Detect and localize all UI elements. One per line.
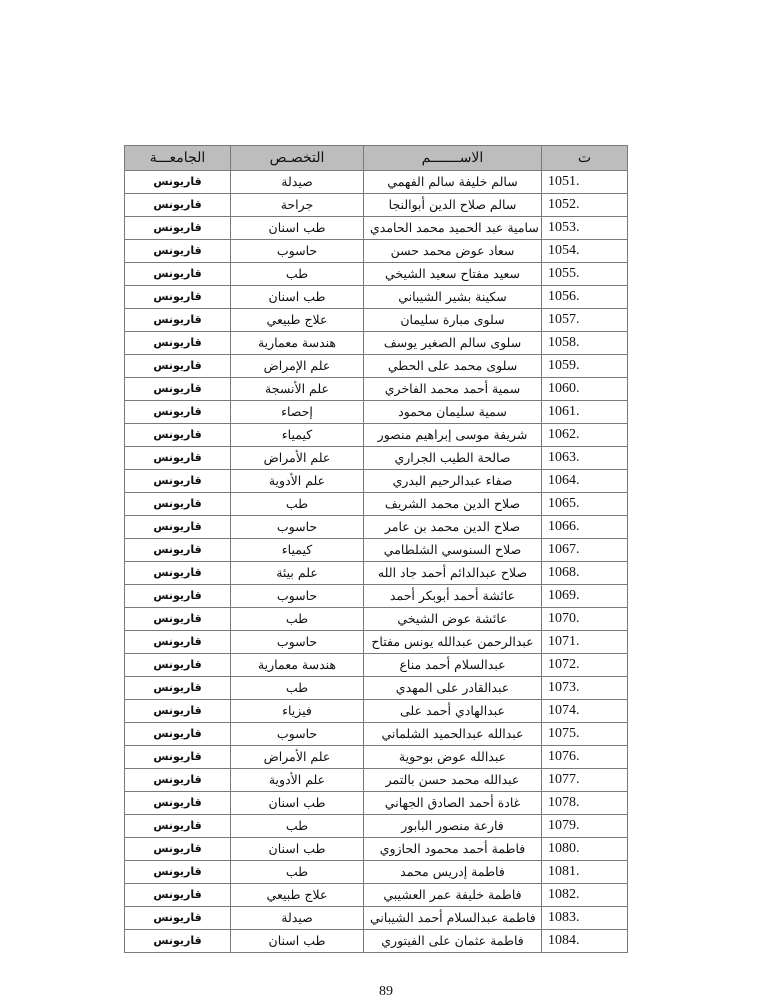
- name-cell: عبدالسلام أحمد مناع: [364, 654, 542, 677]
- number-cell: 1054.: [542, 240, 628, 263]
- university-cell: قاريونس: [125, 424, 231, 447]
- number-cell: 1082.: [542, 884, 628, 907]
- table-row: [125, 562, 628, 585]
- header-name: الاســـــــم: [364, 146, 542, 171]
- specialty-cell: علاج طبيعي: [231, 309, 364, 332]
- name-cell: عبدالله عبدالحميد الشلماني: [364, 723, 542, 746]
- table-row: [125, 631, 628, 654]
- number-cell: 1073.: [542, 677, 628, 700]
- specialty-cell: حاسوب: [231, 631, 364, 654]
- page-number: 89: [379, 984, 393, 999]
- table-header-row: [125, 146, 628, 171]
- number-cell: 1069.: [542, 585, 628, 608]
- university-cell: قاريونس: [125, 930, 231, 953]
- university-cell: قاريونس: [125, 884, 231, 907]
- university-cell: قاريونس: [125, 792, 231, 815]
- name-cell: عبدالله محمد حسن بالتمر: [364, 769, 542, 792]
- number-cell: 1056.: [542, 286, 628, 309]
- university-cell: قاريونس: [125, 815, 231, 838]
- table-row: [125, 723, 628, 746]
- name-cell: صفاء عبدالرحيم البدري: [364, 470, 542, 493]
- specialty-cell: حاسوب: [231, 585, 364, 608]
- number-cell: 1076.: [542, 746, 628, 769]
- university-cell: قاريونس: [125, 861, 231, 884]
- table-row: [125, 286, 628, 309]
- name-cell: سالم خليفة سالم الفهمي: [364, 171, 542, 194]
- name-cell: سالم صلاح الدين أبوالنجا: [364, 194, 542, 217]
- number-cell: 1052.: [542, 194, 628, 217]
- table-row: [125, 838, 628, 861]
- university-cell: قاريونس: [125, 631, 231, 654]
- name-cell: عبدالله عوض بوحوية: [364, 746, 542, 769]
- table-row: [125, 447, 628, 470]
- university-cell: قاريونس: [125, 677, 231, 700]
- university-cell: قاريونس: [125, 539, 231, 562]
- university-cell: قاريونس: [125, 907, 231, 930]
- table-row: [125, 792, 628, 815]
- number-cell: 1084.: [542, 930, 628, 953]
- specialty-cell: طب اسنان: [231, 838, 364, 861]
- name-cell: عبدالهادي أحمد على: [364, 700, 542, 723]
- number-cell: 1078.: [542, 792, 628, 815]
- specialty-cell: كيمياء: [231, 539, 364, 562]
- table-row: [125, 677, 628, 700]
- specialty-cell: فيزياء: [231, 700, 364, 723]
- table-row: [125, 401, 628, 424]
- name-cell: عبدالرحمن عبدالله يونس مفتاح: [364, 631, 542, 654]
- specialty-cell: طب اسنان: [231, 217, 364, 240]
- table-row: [125, 861, 628, 884]
- name-cell: عائشة أحمد أبوبكر أحمد: [364, 585, 542, 608]
- table-row: [125, 332, 628, 355]
- name-cell: سعاد عوض محمد حسن: [364, 240, 542, 263]
- number-cell: 1072.: [542, 654, 628, 677]
- specialty-cell: حاسوب: [231, 240, 364, 263]
- table-row: [125, 585, 628, 608]
- specialty-cell: حاسوب: [231, 516, 364, 539]
- name-cell: صلاح الدين محمد الشريف: [364, 493, 542, 516]
- university-cell: قاريونس: [125, 608, 231, 631]
- number-cell: 1067.: [542, 539, 628, 562]
- number-cell: 1070.: [542, 608, 628, 631]
- number-cell: 1075.: [542, 723, 628, 746]
- specialty-cell: طب: [231, 861, 364, 884]
- table-body: [125, 171, 628, 953]
- name-cell: فاطمة خليفة عمر العشيبي: [364, 884, 542, 907]
- name-cell: عائشة عوض الشيخي: [364, 608, 542, 631]
- number-cell: 1077.: [542, 769, 628, 792]
- number-cell: 1083.: [542, 907, 628, 930]
- table-row: [125, 240, 628, 263]
- table-row: [125, 930, 628, 953]
- university-cell: قاريونس: [125, 332, 231, 355]
- number-cell: 1079.: [542, 815, 628, 838]
- specialty-cell: طب: [231, 608, 364, 631]
- specialty-cell: علم بيئة: [231, 562, 364, 585]
- university-cell: قاريونس: [125, 746, 231, 769]
- name-cell: سلوى محمد على الحطي: [364, 355, 542, 378]
- specialty-cell: طب: [231, 815, 364, 838]
- name-cell: سعيد مفتاح سعيد الشيخي: [364, 263, 542, 286]
- number-cell: 1059.: [542, 355, 628, 378]
- name-cell: سلوى سالم الصغير يوسف: [364, 332, 542, 355]
- specialty-cell: طب: [231, 263, 364, 286]
- name-cell: عبدالقادر على المهدي: [364, 677, 542, 700]
- table-row: [125, 355, 628, 378]
- name-cell: فاطمة إدريس محمد: [364, 861, 542, 884]
- university-cell: قاريونس: [125, 194, 231, 217]
- table-row: [125, 470, 628, 493]
- university-cell: قاريونس: [125, 493, 231, 516]
- table-row: [125, 907, 628, 930]
- table-row: [125, 194, 628, 217]
- header-number: ت: [542, 146, 628, 171]
- number-cell: 1081.: [542, 861, 628, 884]
- university-cell: قاريونس: [125, 516, 231, 539]
- specialty-cell: طب: [231, 493, 364, 516]
- number-cell: 1057.: [542, 309, 628, 332]
- students-table: [124, 145, 628, 953]
- university-cell: قاريونس: [125, 838, 231, 861]
- university-cell: قاريونس: [125, 286, 231, 309]
- header-specialty: التخصـص: [231, 146, 364, 171]
- table-row: [125, 539, 628, 562]
- university-cell: قاريونس: [125, 585, 231, 608]
- university-cell: قاريونس: [125, 723, 231, 746]
- name-cell: سمية أحمد محمد الفاخري: [364, 378, 542, 401]
- number-cell: 1064.: [542, 470, 628, 493]
- name-cell: سلوى مبارة سليمان: [364, 309, 542, 332]
- table-row: [125, 608, 628, 631]
- specialty-cell: علم الأمراض: [231, 447, 364, 470]
- table-row: [125, 700, 628, 723]
- table-row: [125, 493, 628, 516]
- university-cell: قاريونس: [125, 309, 231, 332]
- table-row: [125, 815, 628, 838]
- name-cell: فاطمة أحمد محمود الحازوي: [364, 838, 542, 861]
- specialty-cell: طب: [231, 677, 364, 700]
- name-cell: سمية سليمان محمود: [364, 401, 542, 424]
- table-row: [125, 309, 628, 332]
- specialty-cell: علم الإمراض: [231, 355, 364, 378]
- number-cell: 1066.: [542, 516, 628, 539]
- university-cell: قاريونس: [125, 171, 231, 194]
- name-cell: سامية عبد الحميد محمد الحامدي: [364, 217, 542, 240]
- specialty-cell: علم الأمراض: [231, 746, 364, 769]
- number-cell: 1060.: [542, 378, 628, 401]
- specialty-cell: جراحة: [231, 194, 364, 217]
- number-cell: 1051.: [542, 171, 628, 194]
- university-cell: قاريونس: [125, 470, 231, 493]
- name-cell: فارعة منصور البابور: [364, 815, 542, 838]
- name-cell: صلاح السنوسي الشلطامي: [364, 539, 542, 562]
- table-row: [125, 378, 628, 401]
- table-row: [125, 424, 628, 447]
- university-cell: قاريونس: [125, 217, 231, 240]
- university-cell: قاريونس: [125, 240, 231, 263]
- specialty-cell: طب اسنان: [231, 792, 364, 815]
- number-cell: 1080.: [542, 838, 628, 861]
- number-cell: 1062.: [542, 424, 628, 447]
- university-cell: قاريونس: [125, 562, 231, 585]
- table-row: [125, 769, 628, 792]
- name-cell: صالحة الطيب الجراري: [364, 447, 542, 470]
- table-row: [125, 516, 628, 539]
- number-cell: 1065.: [542, 493, 628, 516]
- table-row: [125, 746, 628, 769]
- specialty-cell: طب اسنان: [231, 930, 364, 953]
- university-cell: قاريونس: [125, 355, 231, 378]
- name-cell: شريفة موسى إبراهيم منصور: [364, 424, 542, 447]
- number-cell: 1058.: [542, 332, 628, 355]
- university-cell: قاريونس: [125, 769, 231, 792]
- table-row: [125, 654, 628, 677]
- name-cell: صلاح عبدالدائم أحمد جاد الله: [364, 562, 542, 585]
- specialty-cell: هندسة معمارية: [231, 654, 364, 677]
- specialty-cell: حاسوب: [231, 723, 364, 746]
- table-row: [125, 884, 628, 907]
- name-cell: سكينة بشير الشيباني: [364, 286, 542, 309]
- university-cell: قاريونس: [125, 447, 231, 470]
- table-row: [125, 263, 628, 286]
- university-cell: قاريونس: [125, 378, 231, 401]
- specialty-cell: صيدلة: [231, 907, 364, 930]
- specialty-cell: إحصاء: [231, 401, 364, 424]
- specialty-cell: علم الأدوية: [231, 769, 364, 792]
- university-cell: قاريونس: [125, 263, 231, 286]
- table-row: [125, 171, 628, 194]
- specialty-cell: طب اسنان: [231, 286, 364, 309]
- number-cell: 1061.: [542, 401, 628, 424]
- header-university: الجامعـــة: [125, 146, 231, 171]
- specialty-cell: علم الأنسجة: [231, 378, 364, 401]
- number-cell: 1053.: [542, 217, 628, 240]
- number-cell: 1063.: [542, 447, 628, 470]
- number-cell: 1055.: [542, 263, 628, 286]
- specialty-cell: علاج طبيعي: [231, 884, 364, 907]
- university-cell: قاريونس: [125, 654, 231, 677]
- name-cell: فاطمة عثمان على الفيتوري: [364, 930, 542, 953]
- specialty-cell: صيدلة: [231, 171, 364, 194]
- table-row: [125, 217, 628, 240]
- university-cell: قاريونس: [125, 401, 231, 424]
- number-cell: 1068.: [542, 562, 628, 585]
- name-cell: فاطمة عبدالسلام أحمد الشيباني: [364, 907, 542, 930]
- university-cell: قاريونس: [125, 700, 231, 723]
- specialty-cell: علم الأدوية: [231, 470, 364, 493]
- specialty-cell: كيمياء: [231, 424, 364, 447]
- specialty-cell: هندسة معمارية: [231, 332, 364, 355]
- number-cell: 1071.: [542, 631, 628, 654]
- name-cell: غادة أحمد الصادق الجهاني: [364, 792, 542, 815]
- name-cell: صلاح الدين محمد بن عامر: [364, 516, 542, 539]
- number-cell: 1074.: [542, 700, 628, 723]
